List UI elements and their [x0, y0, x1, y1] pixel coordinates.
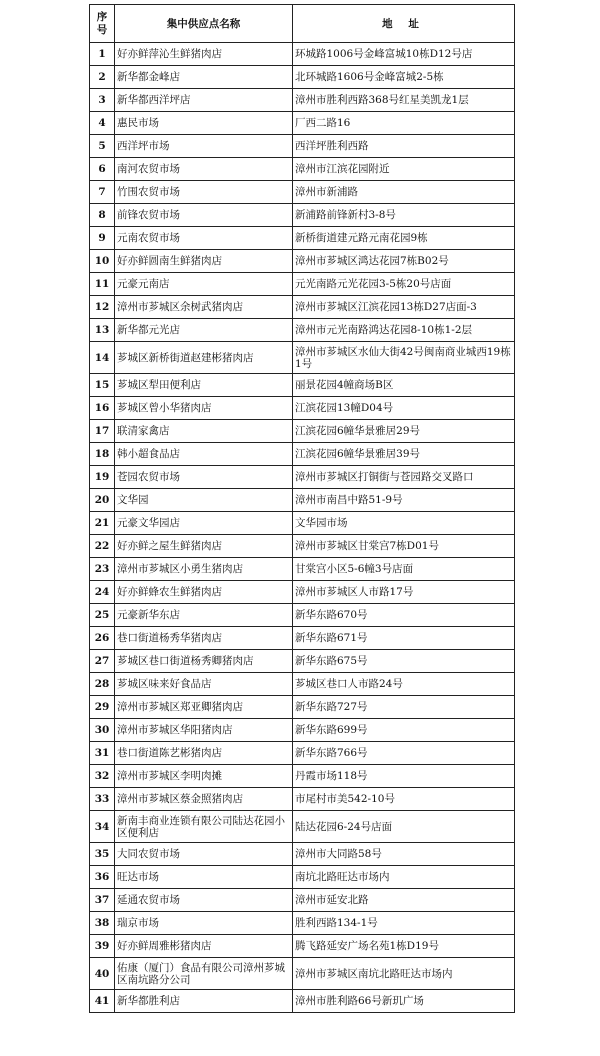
- row-number: 5: [90, 135, 115, 158]
- row-number: 12: [90, 296, 115, 319]
- row-address: 江滨花园13幢D04号: [293, 397, 515, 420]
- row-address: 新浦路前锋新村3-8号: [293, 204, 515, 227]
- row-number: 31: [90, 742, 115, 765]
- row-number: 11: [90, 273, 115, 296]
- row-address: 胜利西路134-1号: [293, 912, 515, 935]
- header-name: 集中供应点名称: [115, 5, 293, 43]
- table-row: [90, 296, 515, 319]
- row-supply-point-name: 漳州市芗城区郑亚卿猪肉店: [115, 696, 293, 719]
- row-number: 14: [90, 342, 115, 374]
- row-supply-point-name: 元豪元南店: [115, 273, 293, 296]
- row-supply-point-name: 韩小超食品店: [115, 443, 293, 466]
- row-number: 2: [90, 66, 115, 89]
- row-supply-point-name: 前锋农贸市场: [115, 204, 293, 227]
- table-row: [90, 935, 515, 958]
- row-number: 13: [90, 319, 115, 342]
- row-number: 27: [90, 650, 115, 673]
- row-address: 芗城区巷口人市路24号: [293, 673, 515, 696]
- row-number: 32: [90, 765, 115, 788]
- row-address: 漳州市延安北路: [293, 889, 515, 912]
- row-number: 25: [90, 604, 115, 627]
- table-row: [90, 89, 515, 112]
- table-row: [90, 489, 515, 512]
- row-number: 1: [90, 43, 115, 66]
- row-address: 漳州市大同路58号: [293, 843, 515, 866]
- header-address: 地 址: [293, 5, 515, 43]
- row-number: 33: [90, 788, 115, 811]
- row-number: 34: [90, 811, 115, 843]
- row-address: 腾飞路延安广场名苑1栋D19号: [293, 935, 515, 958]
- row-number: 40: [90, 958, 115, 990]
- row-address: 新华东路675号: [293, 650, 515, 673]
- row-supply-point-name: 芗城区新桥街道赵建彬猪肉店: [115, 342, 293, 374]
- table-row: [90, 866, 515, 889]
- table-row: [90, 512, 515, 535]
- header-number: 序号: [90, 5, 115, 43]
- row-number: 37: [90, 889, 115, 912]
- row-number: 4: [90, 112, 115, 135]
- table-row: [90, 811, 515, 843]
- row-address: 市尾村市美542-10号: [293, 788, 515, 811]
- table-row: [90, 204, 515, 227]
- row-number: 21: [90, 512, 115, 535]
- table-row: [90, 558, 515, 581]
- row-number: 3: [90, 89, 115, 112]
- row-number: 22: [90, 535, 115, 558]
- row-supply-point-name: 联清家禽店: [115, 420, 293, 443]
- table-row: [90, 158, 515, 181]
- table-row: [90, 443, 515, 466]
- row-supply-point-name: 芗城区巷口街道杨秀卿猪肉店: [115, 650, 293, 673]
- table-row: [90, 466, 515, 489]
- table-row: [90, 889, 515, 912]
- row-number: 20: [90, 489, 115, 512]
- row-address: 漳州市新浦路: [293, 181, 515, 204]
- table-row: [90, 135, 515, 158]
- row-address: 漳州市胜利路66号新玑广场: [293, 990, 515, 1013]
- row-address: 新华东路670号: [293, 604, 515, 627]
- row-supply-point-name: 苍园农贸市场: [115, 466, 293, 489]
- row-address: 漳州市江滨花园附近: [293, 158, 515, 181]
- row-address: 厂西二路16: [293, 112, 515, 135]
- row-supply-point-name: 好亦鲜之屋生鲜猪肉店: [115, 535, 293, 558]
- row-number: 29: [90, 696, 115, 719]
- row-supply-point-name: 南河农贸市场: [115, 158, 293, 181]
- row-supply-point-name: 新华都西洋坪店: [115, 89, 293, 112]
- row-supply-point-name: 西洋坪市场: [115, 135, 293, 158]
- row-supply-point-name: 元豪文华园店: [115, 512, 293, 535]
- row-number: 8: [90, 204, 115, 227]
- row-address: 陆达花园6-24号店面: [293, 811, 515, 843]
- row-address: 漳州市元光南路鸿达花园8-10栋1-2层: [293, 319, 515, 342]
- table-row: [90, 742, 515, 765]
- table-row: [90, 66, 515, 89]
- row-supply-point-name: 佑康（厦门）食品有限公司漳州芗城区南坑路分公司: [115, 958, 293, 990]
- table-row: [90, 719, 515, 742]
- table-header-row: [90, 5, 515, 43]
- row-number: 39: [90, 935, 115, 958]
- table-row: [90, 397, 515, 420]
- table-row: [90, 112, 515, 135]
- row-address: 江滨花园6幢华景雅居29号: [293, 420, 515, 443]
- table-row: [90, 990, 515, 1013]
- row-supply-point-name: 漳州市芗城区蔡金照猪肉店: [115, 788, 293, 811]
- row-supply-point-name: 好亦鲜萍沁生鲜猪肉店: [115, 43, 293, 66]
- table-row: [90, 604, 515, 627]
- table-row: [90, 958, 515, 990]
- row-address: 甘棠宫小区5-6幢3号店面: [293, 558, 515, 581]
- row-address: 漳州市芗城区水仙大街42号闽南商业城西19栋1号: [293, 342, 515, 374]
- table-row: [90, 765, 515, 788]
- row-address: 漳州市芗城区南坑北路旺达市场内: [293, 958, 515, 990]
- row-supply-point-name: 竹围农贸市场: [115, 181, 293, 204]
- row-number: 16: [90, 397, 115, 420]
- table-row: [90, 581, 515, 604]
- table-row: [90, 273, 515, 296]
- row-address: 漳州市南昌中路51-9号: [293, 489, 515, 512]
- row-address: 新华东路671号: [293, 627, 515, 650]
- row-address: 漳州市芗城区人市路17号: [293, 581, 515, 604]
- row-address: 丽景花园4幢商场B区: [293, 374, 515, 397]
- row-supply-point-name: 新华都胜利店: [115, 990, 293, 1013]
- row-supply-point-name: 漳州市芗城区小勇生猪肉店: [115, 558, 293, 581]
- row-supply-point-name: 新华都金峰店: [115, 66, 293, 89]
- row-supply-point-name: 文华园: [115, 489, 293, 512]
- row-number: 38: [90, 912, 115, 935]
- row-number: 19: [90, 466, 115, 489]
- row-number: 18: [90, 443, 115, 466]
- row-supply-point-name: 惠民市场: [115, 112, 293, 135]
- table-row: [90, 420, 515, 443]
- row-supply-point-name: 漳州市芗城区李明肉摊: [115, 765, 293, 788]
- row-number: 26: [90, 627, 115, 650]
- row-address: 漳州市芗城区江滨花园13栋D27店面-3: [293, 296, 515, 319]
- row-address: 新华东路699号: [293, 719, 515, 742]
- table-row: [90, 181, 515, 204]
- row-supply-point-name: 新华都元光店: [115, 319, 293, 342]
- row-address: 漳州市芗城区甘棠宫7栋D01号: [293, 535, 515, 558]
- row-supply-point-name: 巷口街道陈艺彬猪肉店: [115, 742, 293, 765]
- row-number: 6: [90, 158, 115, 181]
- row-supply-point-name: 延通农贸市场: [115, 889, 293, 912]
- row-supply-point-name: 元南农贸市场: [115, 227, 293, 250]
- row-supply-point-name: 巷口街道杨秀华猪肉店: [115, 627, 293, 650]
- row-supply-point-name: 大同农贸市场: [115, 843, 293, 866]
- row-number: 15: [90, 374, 115, 397]
- row-supply-point-name: 好亦鲜蜂农生鲜猪肉店: [115, 581, 293, 604]
- row-number: 35: [90, 843, 115, 866]
- supply-point-table: [89, 4, 515, 1013]
- table-row: [90, 843, 515, 866]
- row-number: 36: [90, 866, 115, 889]
- row-number: 41: [90, 990, 115, 1013]
- row-address: 新华东路766号: [293, 742, 515, 765]
- table-row: [90, 535, 515, 558]
- row-address: 南坑北路旺达市场内: [293, 866, 515, 889]
- row-number: 23: [90, 558, 115, 581]
- row-address: 江滨花园6幢华景雅居39号: [293, 443, 515, 466]
- table-row: [90, 342, 515, 374]
- row-supply-point-name: 元豪新华东店: [115, 604, 293, 627]
- table-row: [90, 696, 515, 719]
- table-row: [90, 319, 515, 342]
- row-address: 元光南路元光花园3-5栋20号店面: [293, 273, 515, 296]
- table-row: [90, 227, 515, 250]
- row-number: 28: [90, 673, 115, 696]
- table-body: [90, 43, 515, 1013]
- row-address: 漳州市芗城区鸿达花园7栋B02号: [293, 250, 515, 273]
- row-supply-point-name: 旺达市场: [115, 866, 293, 889]
- row-supply-point-name: 新南丰商业连锁有限公司陆达花园小区便利店: [115, 811, 293, 843]
- row-address: 环城路1006号金峰富城10栋D12号店: [293, 43, 515, 66]
- row-supply-point-name: 芗城区犁田便利店: [115, 374, 293, 397]
- row-number: 17: [90, 420, 115, 443]
- row-supply-point-name: 瑞京市场: [115, 912, 293, 935]
- row-number: 24: [90, 581, 115, 604]
- row-supply-point-name: 好亦鲜周雅彬猪肉店: [115, 935, 293, 958]
- row-supply-point-name: 漳州市芗城区余树武猪肉店: [115, 296, 293, 319]
- row-address: 漳州市芗城区打铜街与苍园路交叉路口: [293, 466, 515, 489]
- row-address: 西洋坪胜利西路: [293, 135, 515, 158]
- row-supply-point-name: 芗城区味来好食品店: [115, 673, 293, 696]
- row-supply-point-name: 漳州市芗城区华阳猪肉店: [115, 719, 293, 742]
- row-number: 10: [90, 250, 115, 273]
- table-row: [90, 43, 515, 66]
- table-row: [90, 673, 515, 696]
- row-supply-point-name: 芗城区曾小华猪肉店: [115, 397, 293, 420]
- row-number: 7: [90, 181, 115, 204]
- table-row: [90, 912, 515, 935]
- row-address: 文华园市场: [293, 512, 515, 535]
- row-address: 新华东路727号: [293, 696, 515, 719]
- table-row: [90, 374, 515, 397]
- row-address: 新桥街道建元路元南花园9栋: [293, 227, 515, 250]
- row-address: 丹霞市场118号: [293, 765, 515, 788]
- table-row: [90, 650, 515, 673]
- row-number: 30: [90, 719, 115, 742]
- row-address: 漳州市胜利西路368号红星美凯龙1层: [293, 89, 515, 112]
- table-row: [90, 250, 515, 273]
- row-address: 北环城路1606号金峰富城2-5栋: [293, 66, 515, 89]
- row-supply-point-name: 好亦鲜圆南生鲜猪肉店: [115, 250, 293, 273]
- table-row: [90, 788, 515, 811]
- table-row: [90, 627, 515, 650]
- row-number: 9: [90, 227, 115, 250]
